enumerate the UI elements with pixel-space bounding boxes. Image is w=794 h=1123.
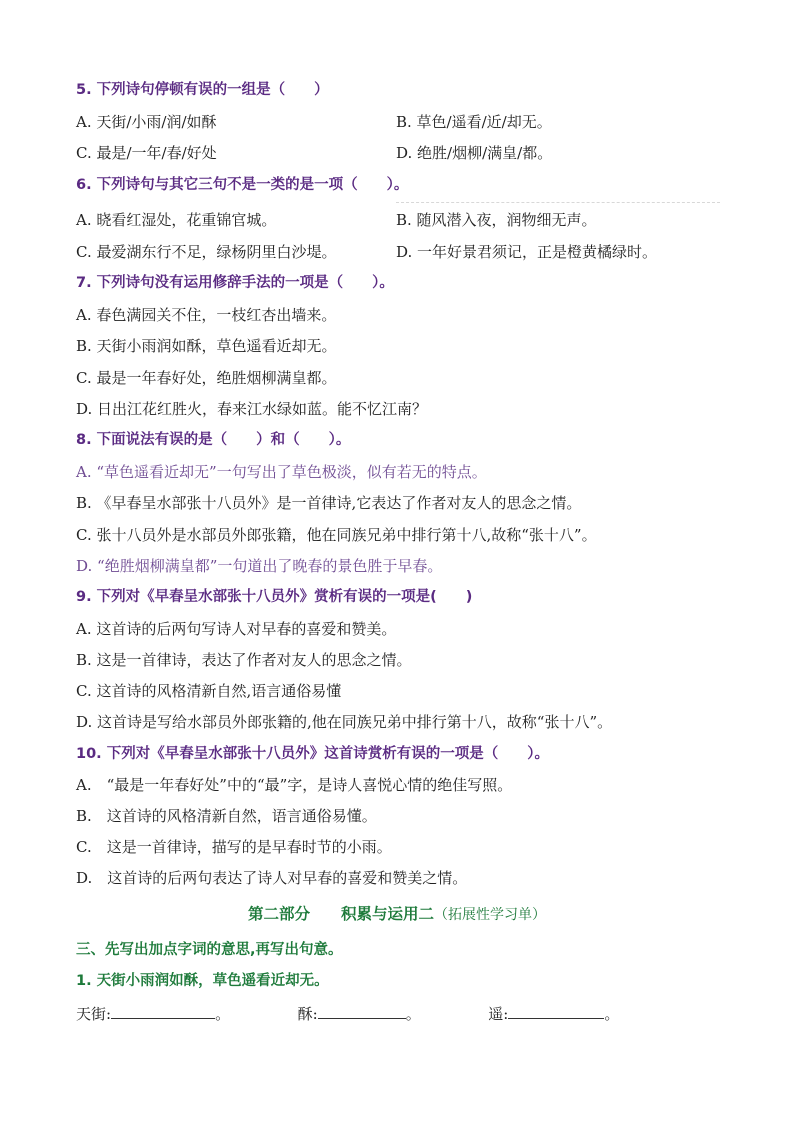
question-6-option-b: B. 随风潜入夜，润物细无声。 xyxy=(396,211,597,229)
question-5-option-c: C. 最是/一年/春/好处 xyxy=(76,144,217,162)
blank-1-input[interactable] xyxy=(111,1002,215,1019)
question-10-option-b: B. 这首诗的风格清新自然，语言通俗易懂。 xyxy=(76,807,377,825)
divider xyxy=(396,202,720,203)
question-10-option-d: D. 这首诗的后两句表达了诗人对早春的喜爱和赞美之情。 xyxy=(76,869,468,887)
question-5-option-b: B. 草色/遥看/近/却无。 xyxy=(396,113,552,131)
blank-3-label: 遥: xyxy=(488,1005,509,1023)
question-6-option-c: C. 最爱湖东行不足，绿杨阴里白沙堤。 xyxy=(76,243,337,261)
question-8-option-b: B. 《早春呈水部张十八员外》是一首律诗,它表达了作者对友人的思念之情。 xyxy=(76,494,582,512)
blank-1-label: 天街: xyxy=(76,1005,112,1023)
question-5-stem: 5. 下列诗句停顿有误的一组是（ ） xyxy=(76,82,329,98)
question-7-option-b: B. 天街小雨润如酥，草色遥看近却无。 xyxy=(76,337,337,355)
question-6-option-d: D. 一年好景君须记，正是橙黄橘绿时。 xyxy=(396,243,658,261)
question-9-option-c: C. 这首诗的风格清新自然,语言通俗易懂 xyxy=(76,682,342,700)
question-8-option-d: D. “绝胜烟柳满皇都”一句道出了晚春的景色胜于早春。 xyxy=(76,557,443,575)
question-10-option-c: C. 这是一首律诗，描写的是早春时节的小雨。 xyxy=(76,838,392,856)
fill-in-blanks-row xyxy=(76,1002,619,1025)
question-5-option-a: A. 天街/小雨/润/如酥 xyxy=(76,113,217,131)
blank-3-period: 。 xyxy=(604,1005,620,1023)
question-6-option-a: A. 晓看红湿处，花重锦官城。 xyxy=(76,211,277,229)
question-8-stem: 8. 下面说法有误的是（ ）和（ ）。 xyxy=(76,432,351,448)
question-8-option-c: C. 张十八员外是水部员外郎张籍，他在同族兄弟中排行第十八,故称“张十八”。 xyxy=(76,526,597,544)
blank-2-period: 。 xyxy=(405,1005,421,1023)
question-7-stem: 7. 下列诗句没有运用修辞手法的一项是（ ）。 xyxy=(76,275,394,291)
section-3-heading: 三、先写出加点字词的意思,再写出句意。 xyxy=(76,942,343,958)
question-9-option-b: B. 这是一首律诗，表达了作者对友人的思念之情。 xyxy=(76,651,412,669)
item-1-sentence: 1. 天街小雨润如酥，草色遥看近却无。 xyxy=(76,973,329,989)
blank-1-period: 。 xyxy=(215,1005,231,1023)
blank-2-label: 酥: xyxy=(297,1005,318,1023)
question-6-stem: 6. 下列诗句与其它三句不是一类的是一项（ ）。 xyxy=(76,177,409,193)
part2-subtitle: （拓展性学习单） xyxy=(434,907,546,923)
part2-title-main: 第二部分 积累与运用二 xyxy=(247,905,434,923)
question-7-option-c: C. 最是一年春好处，绝胜烟柳满皇都。 xyxy=(76,369,337,387)
part2-title xyxy=(0,902,794,924)
question-8-option-a: A. “草色遥看近却无”一句写出了草色极淡，似有若无的特点。 xyxy=(76,463,487,481)
question-7-option-a: A. 春色满园关不住，一枝红杏出墙来。 xyxy=(76,306,337,324)
question-9-option-a: A. 这首诗的后两句写诗人对早春的喜爱和赞美。 xyxy=(76,620,397,638)
question-9-stem: 9. 下列对《早春呈水部张十八员外》赏析有误的一项是( ) xyxy=(76,589,473,605)
question-10-stem: 10. 下列对《早春呈水部张十八员外》这首诗赏析有误的一项是（ ）。 xyxy=(76,746,549,762)
question-7-option-d: D. 日出江花红胜火，春来江水绿如蓝。能不忆江南？ xyxy=(76,400,428,418)
question-10-option-a: A. “最是一年春好处”中的“最”字，是诗人喜悦心情的绝佳写照。 xyxy=(76,776,513,794)
question-9-option-d: D. 这首诗是写给水部员外郎张籍的,他在同族兄弟中排行第十八，故称“张十八”。 xyxy=(76,713,613,731)
blank-3-input[interactable] xyxy=(508,1002,604,1019)
blank-2-input[interactable] xyxy=(318,1002,406,1019)
question-5-option-d: D. 绝胜/烟柳/满皇/都。 xyxy=(396,144,553,162)
